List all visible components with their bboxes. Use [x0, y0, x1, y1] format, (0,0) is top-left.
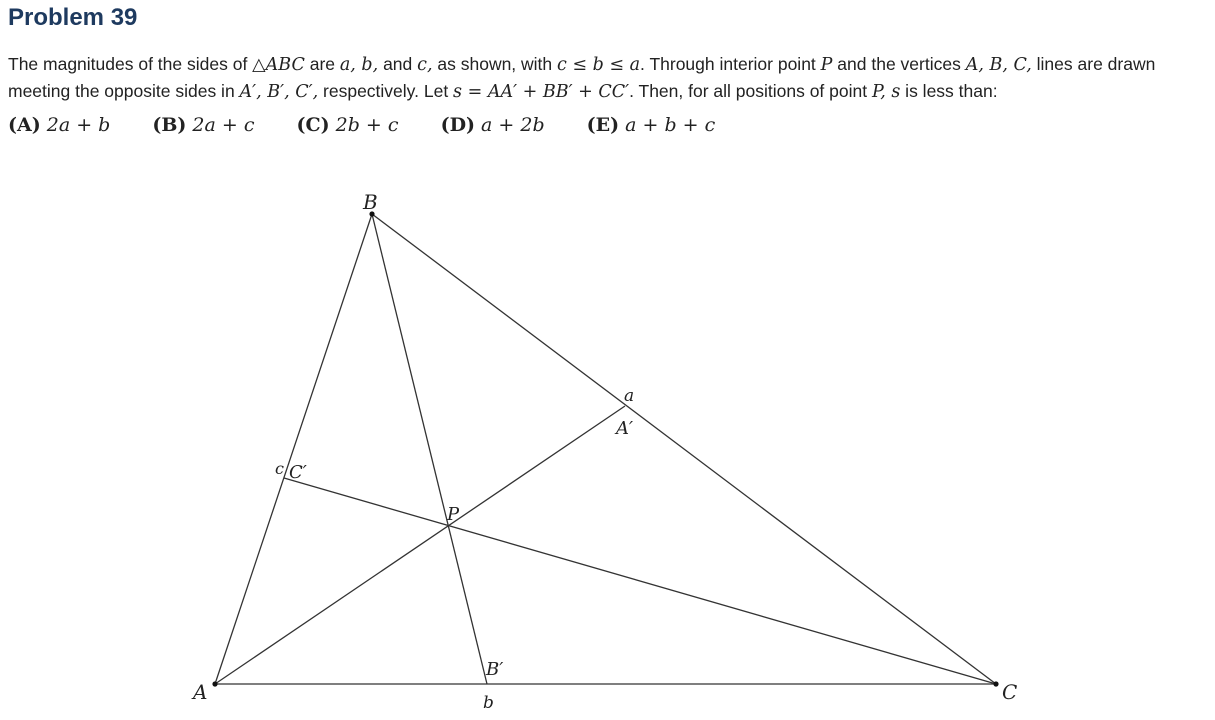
statement-math: △ABC [252, 55, 305, 75]
statement-math: s = AA′ + BB′ + CC′ [453, 82, 630, 102]
statement-text: as shown, with [432, 54, 558, 74]
label-a-prime: A′ [616, 418, 634, 439]
label-p: P [447, 504, 460, 525]
choice-label: (B) [152, 114, 187, 136]
label-c: C [1002, 680, 1018, 704]
choice-expression: a + b + c [625, 114, 716, 136]
cevian-cc [284, 478, 996, 684]
problem-title: Problem 39 [8, 4, 138, 31]
label-side-a: a [624, 386, 635, 406]
statement-math: A′, B′, C′, [239, 82, 319, 102]
choice-expression: 2a + c [192, 114, 255, 136]
choice-label: (A) [8, 114, 41, 136]
label-side-c: c [275, 459, 284, 478]
statement-text: . Through interior point [640, 54, 821, 74]
choice-label: (E) [586, 114, 620, 136]
statement-text: are [304, 54, 340, 74]
label-side-b: b [483, 693, 494, 713]
statement-math: c, [417, 55, 433, 75]
statement-math: P [820, 55, 833, 75]
choice-label: (D) [440, 114, 476, 136]
choice-expression: a + 2b [481, 114, 545, 136]
statement-text: is less than: [900, 81, 998, 101]
cevian-aa [215, 406, 625, 684]
label-b: B [363, 190, 378, 214]
statement-math: A, B, C, [965, 55, 1032, 75]
vertex-a-dot [212, 681, 217, 686]
label-a: A [193, 680, 208, 704]
statement-text: . Then, for all positions of point [629, 81, 872, 101]
statement-text: The magnitudes of the sides of [8, 54, 253, 74]
label-b-prime: B′ [486, 659, 504, 680]
statement-math: c ≤ b ≤ a [557, 55, 641, 75]
choice-expression: 2b + c [335, 114, 399, 136]
side-bc [372, 214, 996, 684]
label-c-prime: C′ [289, 462, 307, 483]
choice-expression: 2a + b [46, 114, 111, 136]
side-ab [215, 214, 372, 684]
cevian-bb [372, 214, 487, 684]
statement-math: a, b, [339, 55, 379, 75]
choice-label: (C) [296, 114, 330, 136]
statement-text: and [378, 54, 418, 74]
statement-text: and the vertices [832, 54, 966, 74]
statement-text: respectively. Let [318, 81, 454, 101]
statement-math: P, s [871, 82, 901, 102]
statement-text: lines are drawn meeting the opposite sides in [8, 54, 1156, 101]
vertex-c-dot [993, 681, 998, 686]
